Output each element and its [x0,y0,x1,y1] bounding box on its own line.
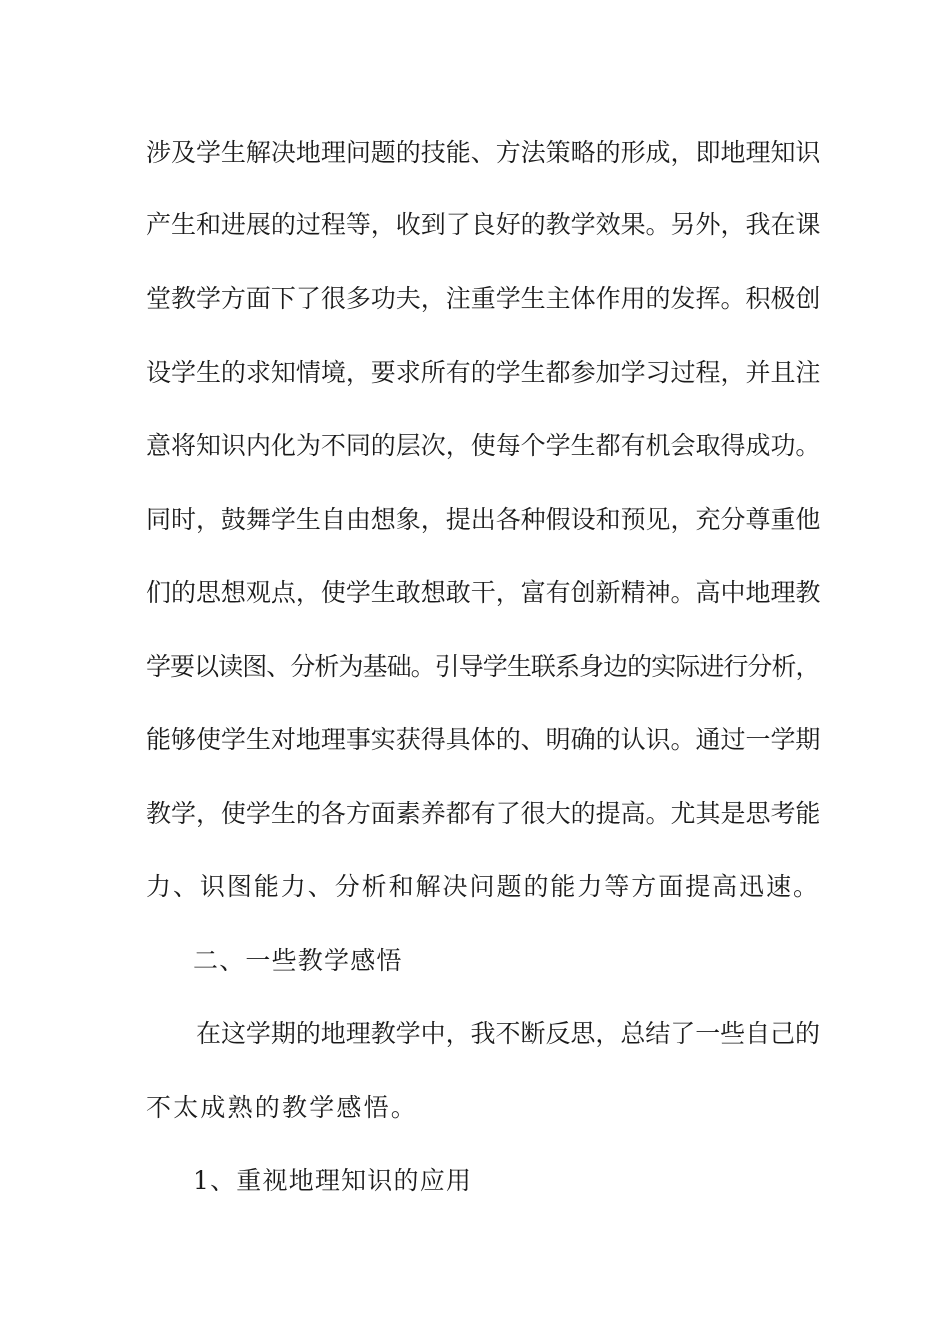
body-text-line: 能够使学生对地理事实获得具体的、明确的认识。通过一学期 [146,725,821,754]
body-text-line: 学要以读图、分析为基础。引导学生联系身边的实际进行分析， [146,652,820,681]
subheading: 1、重视地理知识的应用 [193,1166,473,1195]
body-text-line: 意将知识内化为不同的层次，使每个学生都有机会取得成功。 [146,431,821,460]
body-text-line: 教学，使学生的各方面素养都有了很大的提高。尤其是思考能 [146,799,821,828]
body-text-line: 堂教学方面下了很多功夫，注重学生主体作用的发挥。积极创 [146,284,821,313]
paragraph-line: 不太成熟的教学感悟。 [146,1093,419,1122]
body-text-line: 设学生的求知情境，要求所有的学生都参加学习过程，并且注 [146,358,821,387]
body-text-line: 涉及学生解决地理问题的技能、方法策略的形成，即地理知识 [146,138,821,167]
body-text-line: 力、识图能力、分析和解决问题的能力等方面提高迅速。 [146,872,821,901]
body-text-line: 产生和进展的过程等，收到了良好的教学效果。另外，我在课 [146,210,821,239]
paragraph-first-line: 在这学期的地理教学中，我不断反思，总结了一些自己的 [196,1019,821,1048]
section-heading: 二、一些教学感悟 [193,946,403,975]
body-text-line: 们的思想观点，使学生敢想敢干，富有创新精神。高中地理教 [146,578,821,607]
body-text-line: 同时，鼓舞学生自由想象，提出各种假设和预见，充分尊重他 [146,505,821,534]
